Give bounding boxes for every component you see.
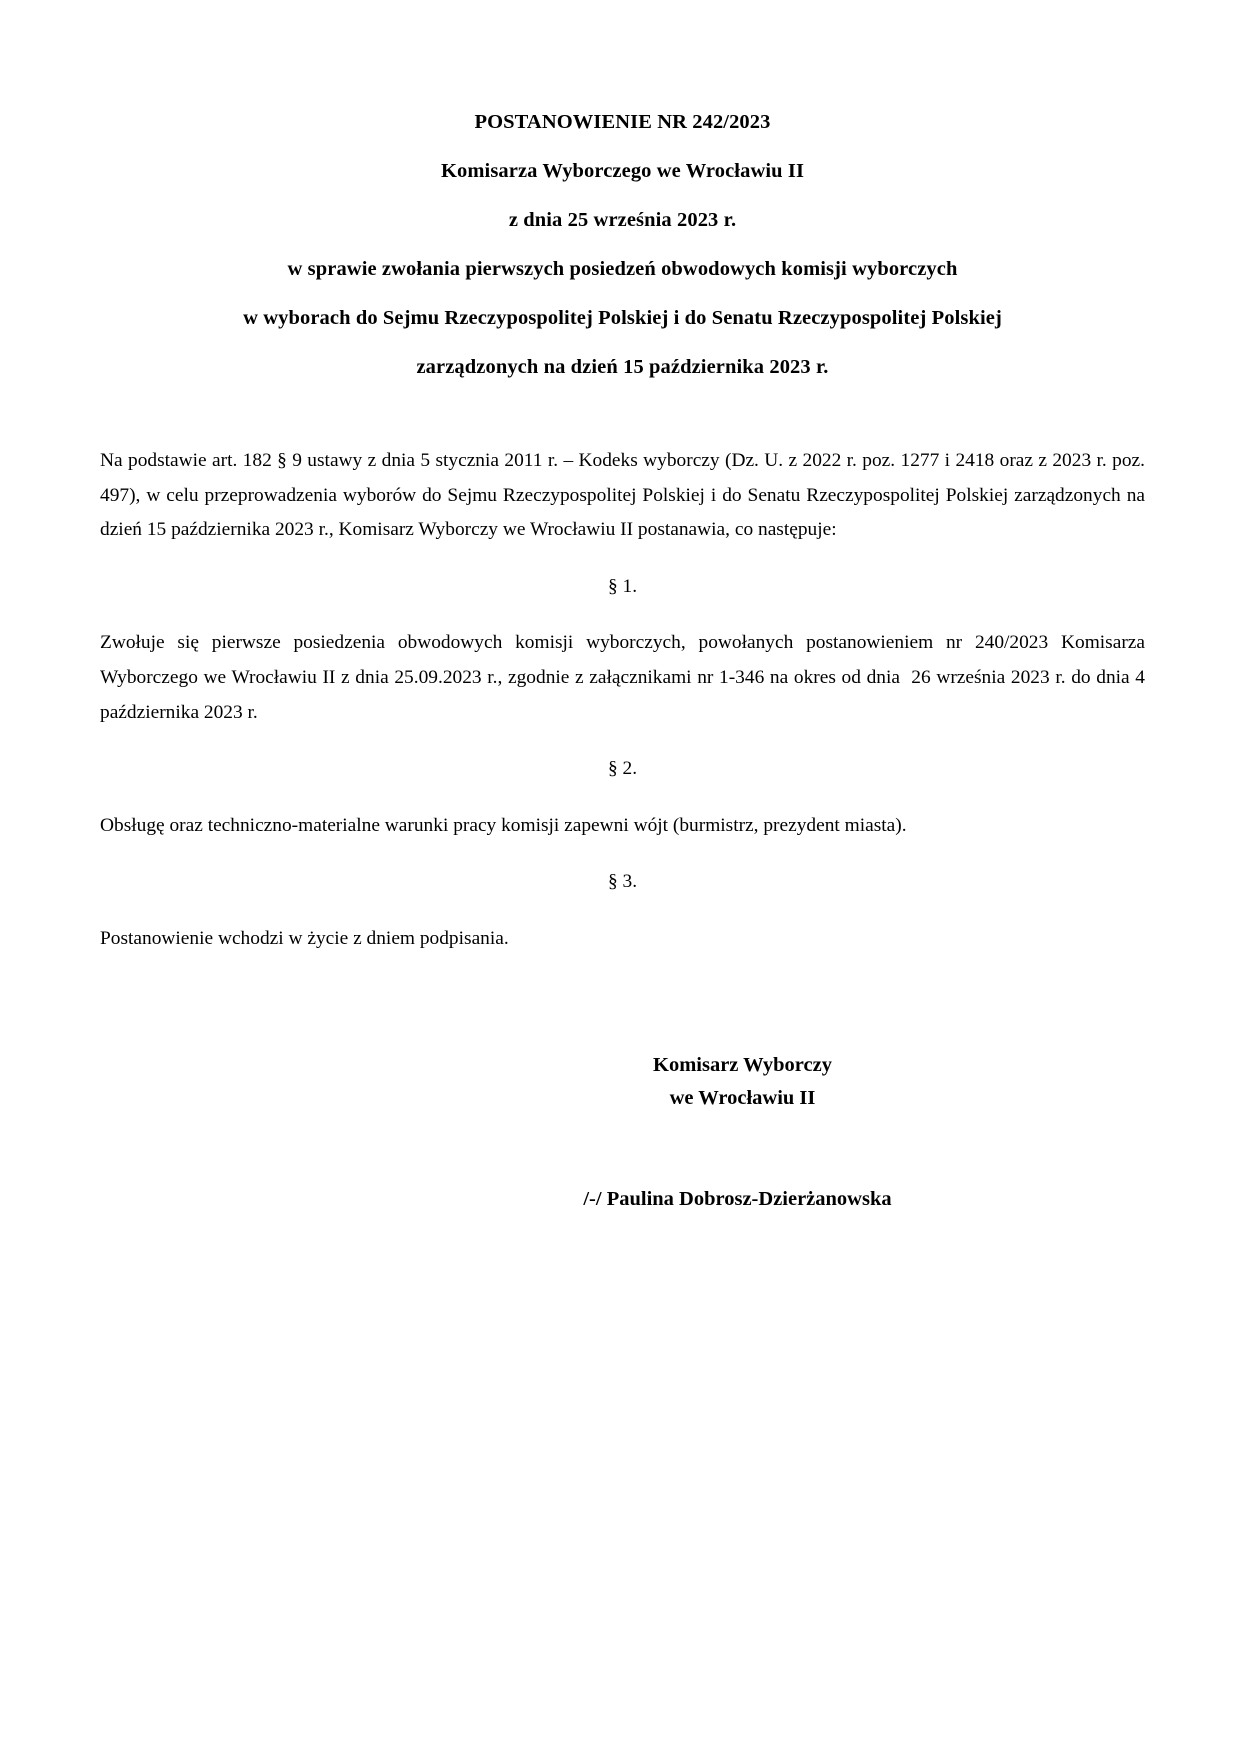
section-paragraph-2: Obsługę oraz techniczno-materialne warunki pracy komisji zapewni wójt (burmistrz, prezydent miasta). bbox=[100, 814, 907, 836]
heading-line-title: POSTANOWIENIE NR 242/2023 bbox=[474, 111, 771, 133]
signature-title-line-1: Komisarz Wyborczy bbox=[653, 1053, 832, 1076]
heading-line-authority: Komisarza Wyborczego we Wrocławiu II bbox=[440, 160, 805, 182]
signature-title-line-2: we Wrocławiu II bbox=[669, 1086, 816, 1109]
spacer bbox=[100, 843, 1145, 865]
section-paragraph-3: Postanowienie wchodzi w życie z dniem podpisania. bbox=[100, 927, 509, 949]
spacer bbox=[100, 900, 1145, 922]
heading-line-election-date: zarządzonych na dzień 15 października 2023 r. bbox=[416, 356, 829, 378]
document-body bbox=[100, 444, 1150, 957]
spacer bbox=[100, 730, 1145, 752]
document-content bbox=[100, 0, 1150, 1216]
section-paragraph-1: Zwołuje się pierwsze posiedzenia obwodowych komisji wyborczych, powołanych postanowieniem nr 240/2023 Komisarza Wyborczego we Wrocławiu II z dnia 25.09.2023 r., zgodnie z załącznikami nr 1-346 na okres od dnia 26 września 2023 r. do dnia 4 października 2023 r. bbox=[100, 632, 1150, 723]
spacer bbox=[100, 548, 1145, 570]
spacer bbox=[100, 604, 1145, 626]
document-heading bbox=[100, 98, 1145, 392]
preamble-paragraph: Na podstawie art. 182 § 9 ustawy z dnia 5 stycznia 2011 r. – Kodeks wyborczy (Dz. U. z 2022 r. poz. 1277 i 2418 oraz z 2023 r. poz. 497), w celu przeprowadzenia wyborów do Sejmu Rzeczypospolitej Polskiej i do Senatu Rzeczypospolitej Polskiej zarządzonych na dzień 15 października 2023 r., Komisarz Wyborczy we Wrocławiu II postanawia, co następuje: bbox=[100, 450, 1150, 541]
section-mark-3: § 3. bbox=[607, 871, 638, 893]
signature-name-block bbox=[100, 1183, 1145, 1216]
section-mark-1: § 1. bbox=[607, 575, 638, 597]
signature-name: /-/ Paulina Dobrosz-Dzierżanowska bbox=[583, 1187, 892, 1210]
section-mark-2: § 2. bbox=[607, 758, 638, 780]
heading-line-date: z dnia 25 września 2023 r. bbox=[508, 209, 737, 231]
heading-line-elections: w wyborach do Sejmu Rzeczypospolitej Polskiej i do Senatu Rzeczypospolitej Polskiej bbox=[243, 307, 1002, 329]
heading-line-subject: w sprawie zwołania pierwszych posiedzeń obwodowych komisji wyborczych bbox=[287, 258, 958, 280]
spacer bbox=[100, 787, 1145, 809]
signature-title-block bbox=[100, 1049, 1145, 1115]
